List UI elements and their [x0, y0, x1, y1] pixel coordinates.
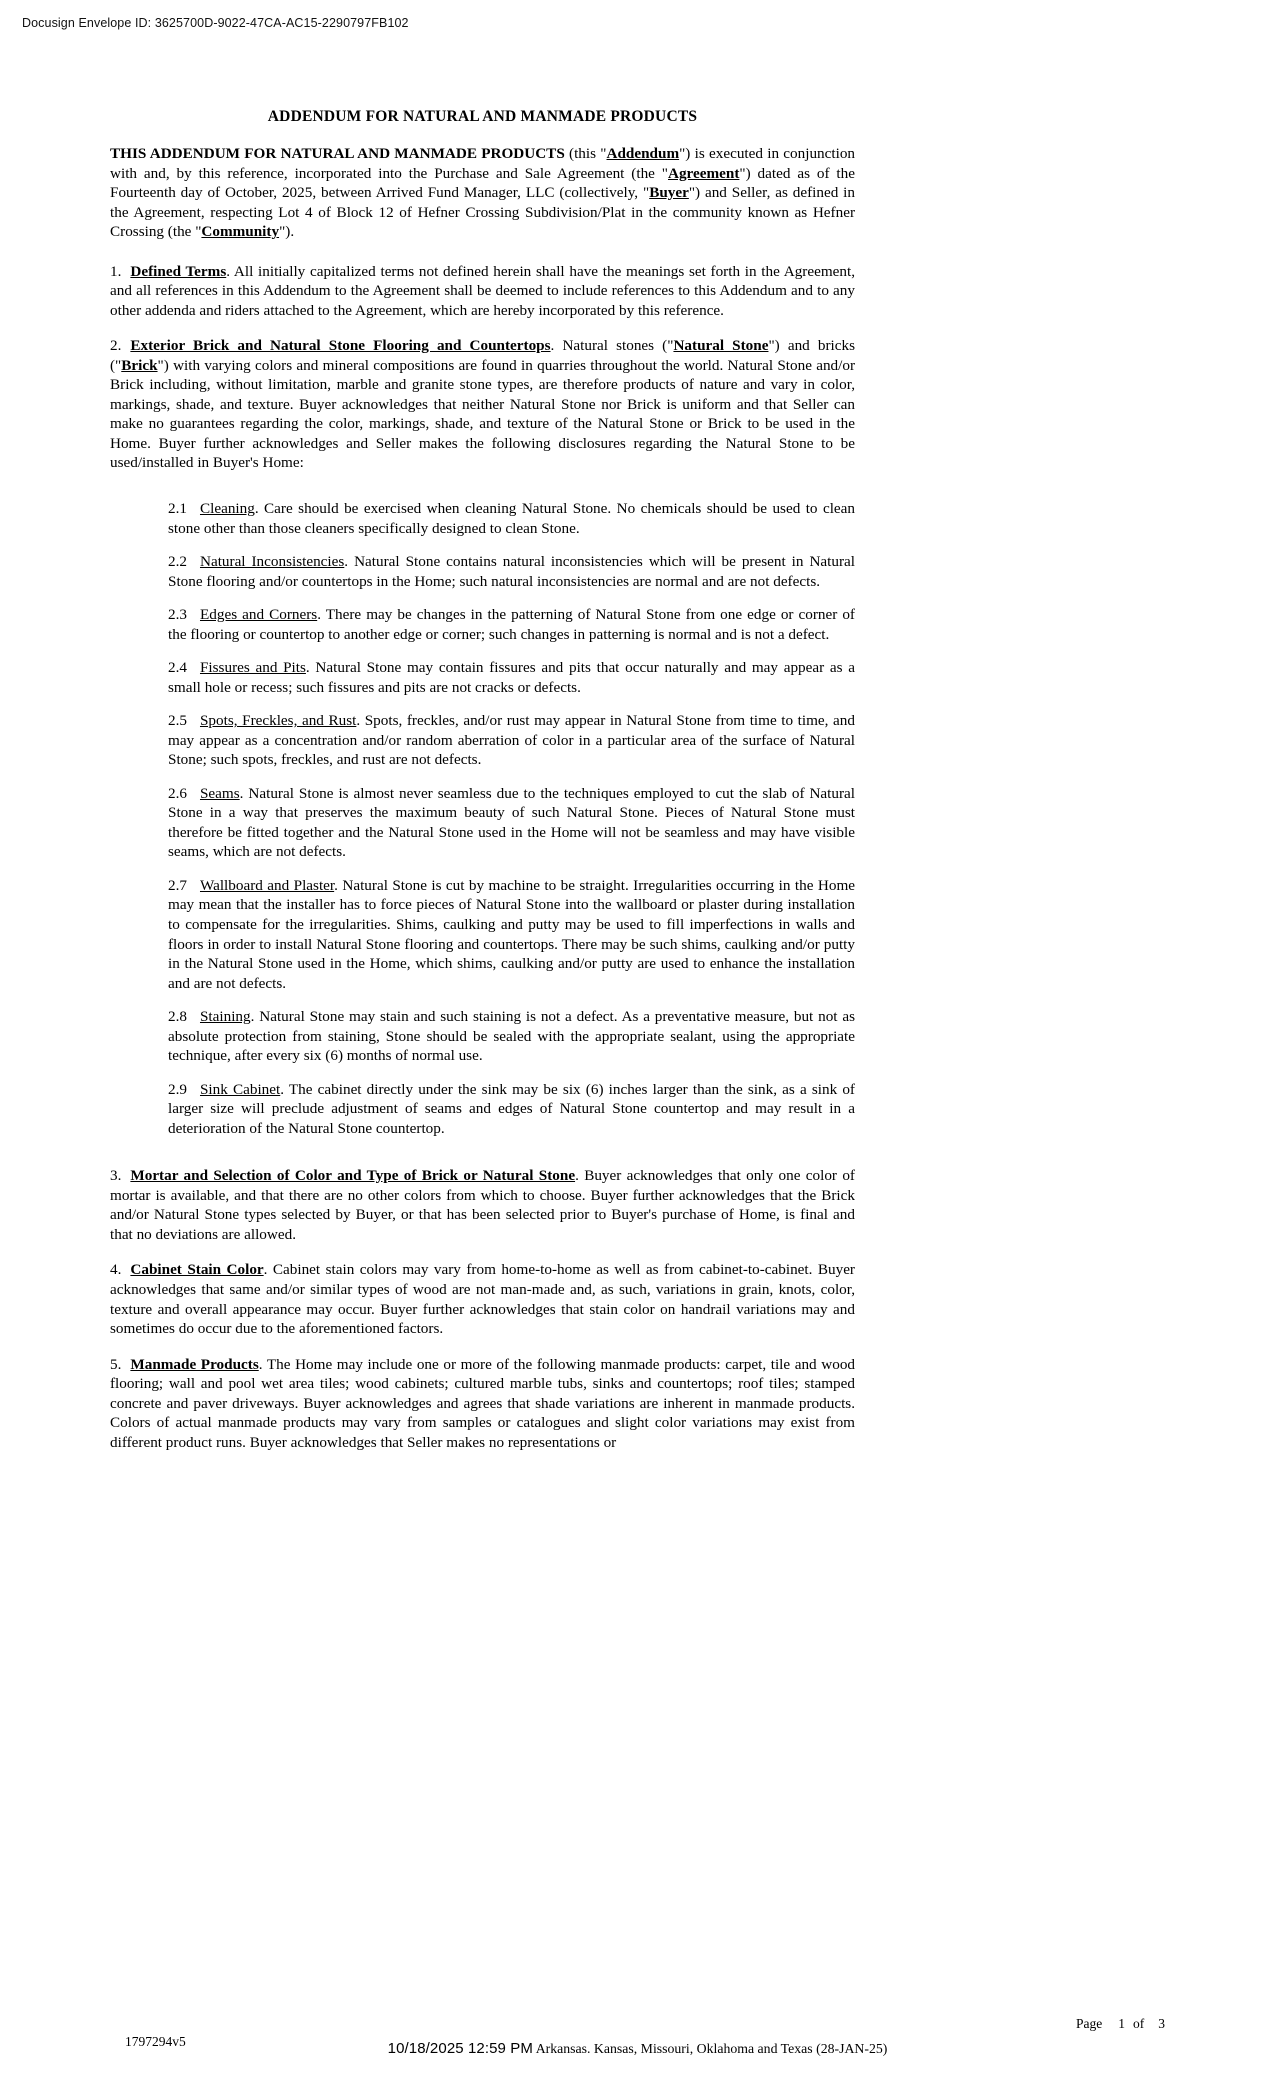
subsection-2-5-number: 2.5: [168, 712, 187, 730]
subsection-2-8-heading: Staining: [199, 1008, 251, 1026]
section-2-body-post: ") with varying colors and mineral compositions are found in quarries throughout the world. Natural Stone and/or Brick including, without limitation, marble and granite stone types, are therefore products of nature and vary in color, markings, shade, and texture. Buyer acknowledges that neither Natural Stone nor Brick is uniform and that Seller can make no guarantees regarding the color, markings, shade, and texture of the Natural Stone or Brick to be used in the Home. Buyer further acknowledges and Seller makes the following disclosures regarding the Natural Stone to be used/installed in Buyer's Home:: [110, 356, 855, 472]
section-2-body-pre: . Natural stones (": [550, 337, 674, 355]
lead-opening-bold: THIS ADDENDUM FOR NATURAL AND MANMADE PRODUCTS: [110, 145, 565, 162]
lead-t3: ") dated as of the Fourteenth day of October, 2025, between Arrived Fund Manager, LLC (collectively, ": [110, 164, 855, 202]
subsection-2-5: [168, 711, 855, 770]
subsection-2-2-number: 2.2: [168, 553, 187, 571]
subsection-2-7: [168, 876, 855, 993]
subsection-2-3: [168, 605, 855, 644]
footer-states: Arkansas. Kansas, Missouri, Oklahoma and Texas (28-JAN-25): [535, 2041, 888, 2056]
term-community: Community: [201, 223, 280, 241]
section-3-number: 3.: [110, 1167, 122, 1185]
subsection-2-1-body: . Care should be exercised when cleaning Natural Stone. No chemicals should be used to clean stone other than those cleaners specifically designed to clean Stone.: [168, 499, 855, 537]
lead-t5: ").: [279, 223, 295, 241]
subsections-group: [110, 499, 855, 1138]
lead-t1: (this ": [564, 145, 607, 162]
page-number-block: [1076, 2016, 1165, 2032]
section-5-heading: Manmade Products: [130, 1355, 259, 1373]
section-4: [110, 1260, 855, 1338]
section-4-body: . Cabinet stain colors may vary from home-to-home as well as from cabinet-to-cabinet. Buyer acknowledges that same and/or similar types of wood are not man-made and, as such, variations in grain, knots, color, texture and overall appearance may occur. Buyer further acknowledges that stain color on handrail variations may and sometimes do occur due to the aforementioned factors.: [110, 1261, 855, 1338]
document-body: [110, 108, 855, 1452]
subsection-2-2-heading: Natural Inconsistencies: [199, 553, 345, 571]
section-3-body: . Buyer acknowledges that only one color of mortar is available, and that there are no other colors from which to choose. Buyer further acknowledges that the Brick and/or Natural Stone types selected by Buyer, or that has been selected prior to Buyer's purchase of Home, is final and that no deviations are allowed.: [110, 1167, 855, 1243]
page-footer: [0, 2010, 1275, 2100]
subsection-2-8-body: . Natural Stone may stain and such staining is not a defect. As a preventative measure, but not as absolute protection from staining, Stone should be sealed with the appropriate sealant, using the appropriate technique, after every six (6) months of normal use.: [168, 1008, 855, 1065]
subsection-2-2: [168, 552, 855, 591]
subsection-2-6: [168, 784, 855, 862]
subsection-2-6-heading: Seams: [199, 784, 240, 802]
subsection-2-4: [168, 658, 855, 697]
lead-paragraph: [110, 144, 855, 242]
term-agreement: Agreement: [668, 164, 740, 182]
subsection-2-9-heading: Sink Cabinet: [199, 1080, 281, 1098]
section-1-body: . All initially capitalized terms not defined herein shall have the meanings set forth in the Agreement, and all references in this Addendum to the Agreement shall be deemed to include references to this Addendum and to any other addenda and riders attached to the Agreement, which are hereby incorporated by this reference.: [110, 262, 855, 319]
page-of-label: of: [1133, 2016, 1145, 2031]
lead-t2: ") is executed in conjunction with and, by this reference, incorporated into the Purchase and Sale Agreement (the ": [110, 145, 856, 182]
term-brick: Brick: [121, 356, 158, 374]
section-3: [110, 1166, 855, 1244]
term-natural-stone: Natural Stone: [673, 337, 769, 355]
subsection-2-1: [168, 499, 855, 538]
subsection-2-3-number: 2.3: [168, 606, 187, 624]
page-total: 3: [1158, 2016, 1165, 2031]
subsection-2-1-number: 2.1: [168, 499, 187, 517]
subsection-2-9-body: . The cabinet directly under the sink may be six (6) inches larger than the sink, as a sink of larger size will preclude adjustment of seams and edges of Natural Stone countertop and may result in a deterioration of the Natural Stone countertop.: [168, 1080, 855, 1137]
subsection-2-4-number: 2.4: [168, 659, 187, 677]
section-1-number: 1.: [110, 262, 122, 280]
docusign-timestamp: 10/18/2025 12:59 PM: [387, 2040, 533, 2057]
subsection-2-4-body: . Natural Stone may contain fissures and pits that occur naturally and may appear as a small hole or recess; such fissures and pits are not cracks or defects.: [168, 659, 855, 696]
page-current: 1: [1118, 2016, 1125, 2031]
subsection-2-4-heading: Fissures and Pits: [199, 659, 306, 677]
section-4-heading: Cabinet Stain Color: [130, 1261, 264, 1279]
term-buyer: Buyer: [649, 184, 689, 202]
subsection-2-7-number: 2.7: [168, 876, 187, 894]
section-2-body-mid: ") and bricks (": [110, 337, 855, 374]
page-title: ADDENDUM FOR NATURAL AND MANMADE PRODUCTS: [267, 108, 698, 125]
subsection-2-1-heading: Cleaning: [199, 499, 255, 517]
section-5: [110, 1355, 855, 1453]
section-1-heading: Defined Terms: [130, 262, 227, 280]
subsection-2-5-heading: Spots, Freckles, and Rust: [199, 712, 357, 730]
subsection-2-7-heading: Wallboard and Plaster: [199, 876, 335, 894]
subsection-2-2-body: . Natural Stone contains natural inconsistencies which will be present in Natural Stone flooring and/or countertops in the Home; such natural inconsistencies are normal and are not defects.: [168, 553, 855, 590]
subsection-2-8-number: 2.8: [168, 1008, 187, 1026]
section-5-number: 5.: [110, 1355, 122, 1373]
section-1: [110, 262, 855, 321]
subsection-2-6-body: . Natural Stone is almost never seamless due to the techniques employed to cut the slab of Natural Stone in a way that preserves the maximum beauty of such Natural Stone. Pieces of Natural Stone must therefore be fitted together and the Natural Stone used in the Home will not be seamless and may have visible seams, which are not defects.: [168, 784, 855, 861]
section-2: [110, 336, 855, 473]
subsection-2-9: [168, 1080, 855, 1139]
subsection-2-6-number: 2.6: [168, 784, 187, 802]
term-addendum: Addendum: [606, 145, 680, 162]
subsection-2-8: [168, 1007, 855, 1066]
section-2-number: 2.: [110, 337, 122, 355]
document-number: 1797294v5: [125, 2034, 186, 2049]
lead-t4: ") and Seller, as defined in the Agreement, respecting Lot 4 of Block 12 of Hefner Crossing Subdivision/Plat in the community known as Hefner Crossing (the ": [110, 184, 855, 241]
footer-center: [0, 2040, 1275, 2057]
section-2-heading: Exterior Brick and Natural Stone Flooring and Countertops: [130, 337, 551, 355]
subsection-2-7-body: . Natural Stone is cut by machine to be straight. Irregularities occurring in the Home may mean that the installer has to force pieces of Natural Stone into the wallboard or plaster during installation to compensate for the irregularities. Shims, caulking and putty may be used to fill imperfections in walls and floors in order to install Natural Stone flooring and countertops. There may be such shims, caulking and/or putty in the Natural Stone used in the Home, which shims, caulking and/or putty are used to enhance the installation and are not defects.: [168, 876, 855, 992]
subsection-2-3-body: . There may be changes in the patterning of Natural Stone from one edge or corner of the flooring or countertop to another edge or corner; such changes in patterning is normal and is not a defect.: [168, 606, 855, 643]
subsection-2-3-heading: Edges and Corners: [199, 606, 318, 624]
subsection-2-9-number: 2.9: [168, 1080, 187, 1098]
subsection-2-5-body: . Spots, freckles, and/or rust may appear in Natural Stone from time to time, and may appear as a concentration and/or random aberration of color in a particular area of the surface of Natural Stone; such spots, freckles, and rust are not defects.: [168, 712, 855, 769]
section-4-number: 4.: [110, 1261, 122, 1279]
page-label: Page: [1076, 2016, 1103, 2031]
section-3-heading: Mortar and Selection of Color and Type of Brick or Natural Stone: [130, 1167, 576, 1185]
docusign-envelope-id: Docusign Envelope ID: 3625700D-9022-47CA-AC15-2290797FB102: [22, 16, 409, 30]
section-5-body: . The Home may include one or more of the following manmade products: carpet, tile and wood flooring; wall and pool wet area tiles; wood cabinets; cultured marble tubs, sinks and countertops; roof tiles; stamped concrete and paver driveways. Buyer acknowledges and agrees that shade variations are inherent in manmade products. Colors of actual manmade products may vary from samples or catalogues and slight color variations may exist from different product runs. Buyer acknowledges that Seller makes no representations or: [110, 1355, 856, 1451]
